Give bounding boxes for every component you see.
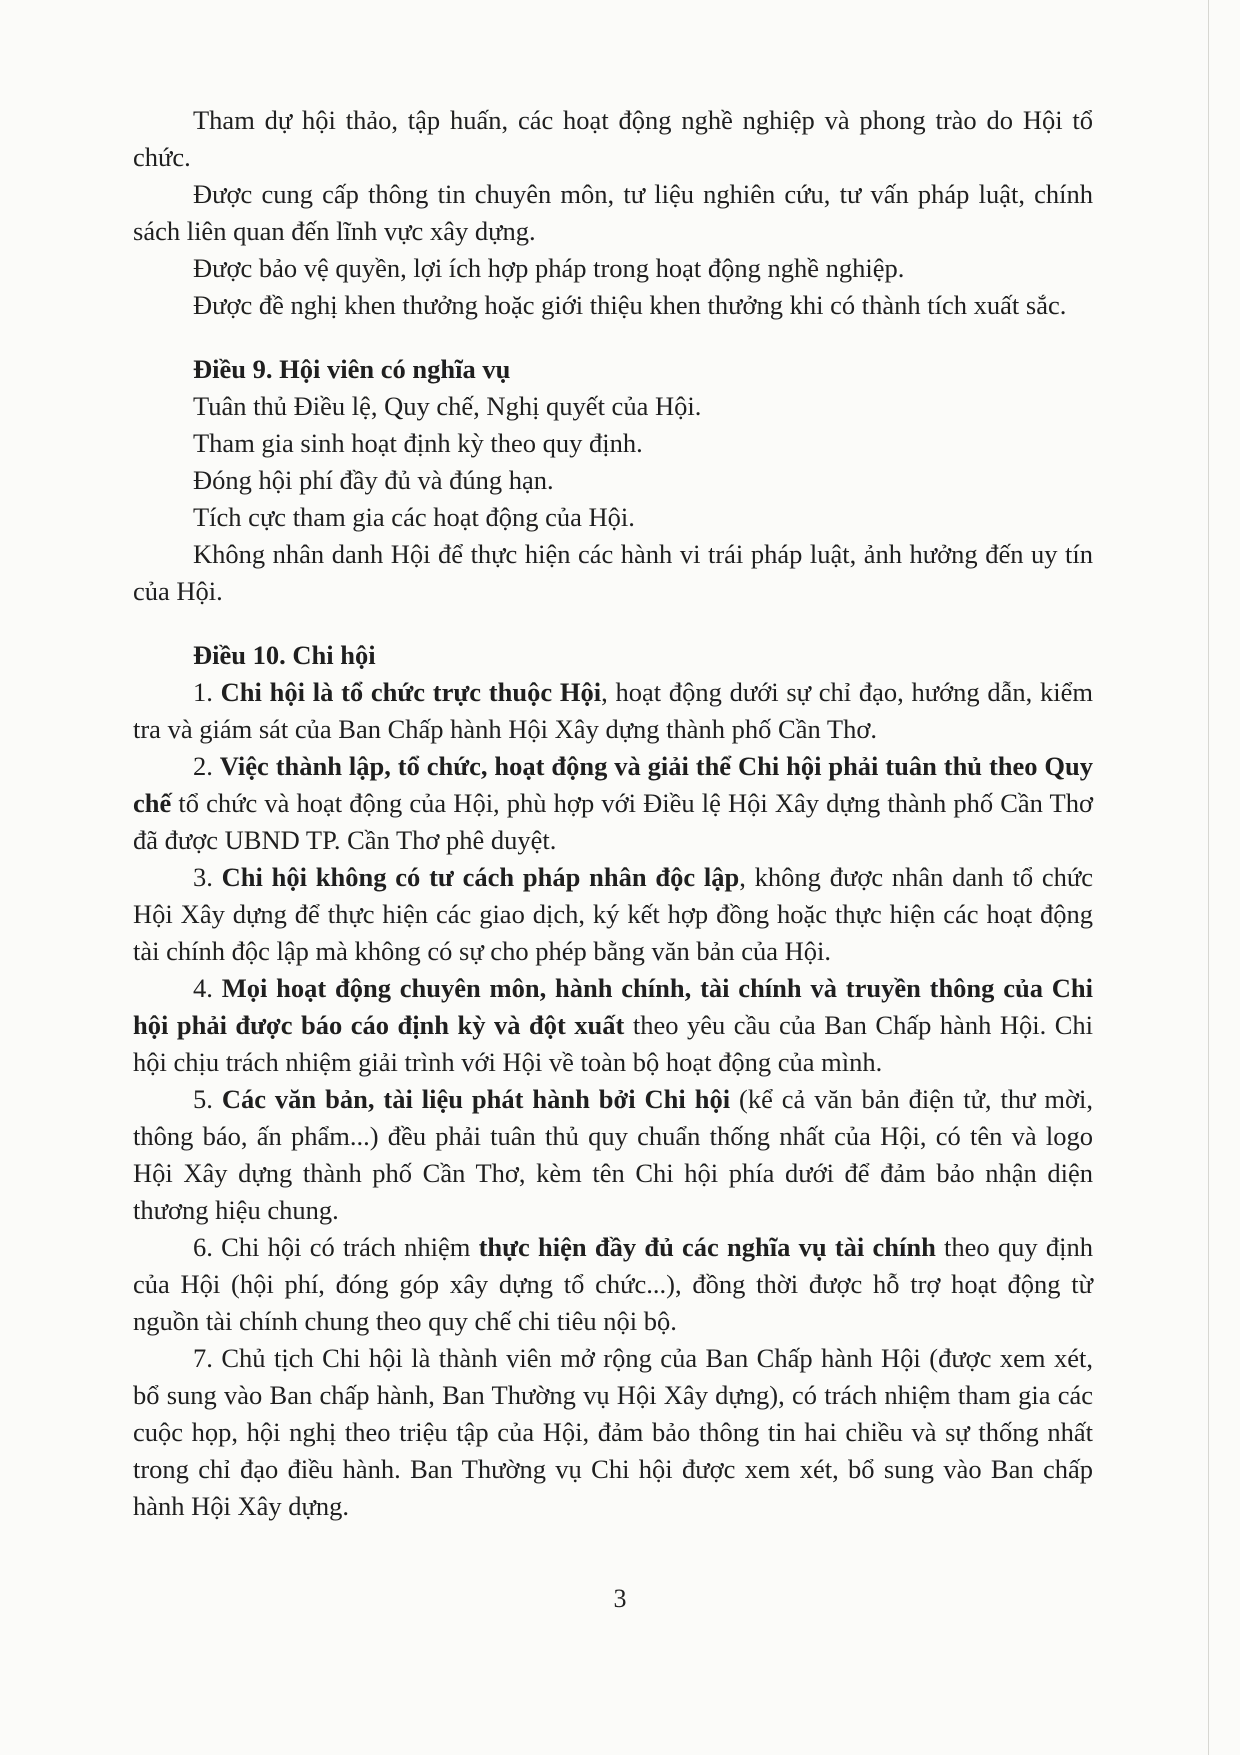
page-number: 3 <box>613 1584 627 1613</box>
intro-paragraph-1: Tham dự hội thảo, tập huấn, các hoạt động nghề nghiệp và phong trào do Hội tổ chức. <box>133 105 1093 172</box>
clause-bold-text: Chi hội không có tư cách pháp nhân độc lập <box>221 862 740 892</box>
clause-number: 5. <box>193 1084 222 1114</box>
clause-number: 1. <box>193 677 221 707</box>
article-10-clause-3 <box>133 859 1093 970</box>
article-9-item: Tham gia sinh hoạt định kỳ theo quy định. <box>193 428 643 458</box>
intro-paragraph-2: Được cung cấp thông tin chuyên môn, tư liệu nghiên cứu, tư vấn pháp luật, chính sách liên quan đến lĩnh vực xây dựng. <box>133 179 1093 246</box>
scan-edge-line <box>1208 0 1209 1755</box>
article-10-clause-5 <box>133 1081 1093 1229</box>
clause-text: (kể cả văn bản điện tử, thư mời, thông báo, ấn phẩm...) đều phải tuân thủ quy chuẩn thống nhất của Hội, có tên và logo Hội Xây dựng thành phố Cần Thơ, kèm tên Chi hội phía dưới để đảm bảo nhận diện thương hiệu chung. <box>133 1084 1094 1225</box>
clause-number: 4. <box>193 973 222 1003</box>
article-9-item: Tích cực tham gia các hoạt động của Hội. <box>193 502 635 532</box>
clause-text: theo quy định của Hội (hội phí, đóng góp xây dựng tổ chức...), đồng thời được hỗ trợ hoạt động từ nguồn tài chính chung theo quy chế chi tiêu nội bộ. <box>133 1232 1093 1336</box>
article-9-item: Không nhân danh Hội để thực hiện các hành vi trái pháp luật, ảnh hưởng đến uy tín của Hội. <box>133 539 1093 606</box>
clause-text: 6. Chi hội có trách nhiệm <box>193 1232 479 1262</box>
article-10-clause-6 <box>133 1229 1093 1340</box>
intro-paragraph-4: Được đề nghị khen thưởng hoặc giới thiệu khen thưởng khi có thành tích xuất sắc. <box>193 290 1067 320</box>
clause-number: 3. <box>193 862 222 892</box>
clause-bold-text: Mọi hoạt động chuyên môn, hành chính, tài chính và truyền thông của Chi hội phải được báo cáo định kỳ và đột xuất <box>133 973 1094 1040</box>
clause-text: , không được nhân danh tổ chức Hội Xây dựng để thực hiện các giao dịch, ký kết hợp đồng hoặc thực hiện các hoạt động tài chính độc lập mà không có sự cho phép bằng văn bản của Hội. <box>133 862 1093 966</box>
clause-number: 2. <box>193 751 220 781</box>
article-10-clause-1 <box>133 674 1093 748</box>
article-10-clause-7: 7. Chủ tịch Chi hội là thành viên mở rộng của Ban Chấp hành Hội (được xem xét, bổ sung vào Ban chấp hành, Ban Thường vụ Hội Xây dựng), có trách nhiệm tham gia các cuộc họp, hội nghị theo triệu tập của Hội, đảm bảo thông tin hai chiều và sự thống nhất trong chỉ đạo điều hành. Ban Thường vụ Chi hội được xem xét, bổ sung vào Ban chấp hành Hội Xây dựng. <box>133 1343 1093 1521</box>
article-9-item: Tuân thủ Điều lệ, Quy chế, Nghị quyết của Hội. <box>193 391 702 421</box>
clause-bold-text: Việc thành lập, tổ chức, hoạt động và giải thể Chi hội phải tuân thủ theo Quy chế <box>133 751 1094 818</box>
clause-bold-text: Chi hội là tổ chức trực thuộc Hội <box>220 677 602 707</box>
clause-text: theo yêu cầu của Ban Chấp hành Hội. Chi hội chịu trách nhiệm giải trình với Hội về toàn bộ hoạt động của mình. <box>133 1010 1093 1077</box>
clause-bold-text: thực hiện đầy đủ các nghĩa vụ tài chính <box>478 1232 936 1262</box>
article-10-clause-2 <box>133 748 1093 859</box>
intro-paragraph-3: Được bảo vệ quyền, lợi ích hợp pháp trong hoạt động nghề nghiệp. <box>193 253 905 283</box>
article-10-heading: Điều 10. Chi hội <box>193 640 376 670</box>
clause-text: tổ chức và hoạt động của Hội, phù hợp với Điều lệ Hội Xây dựng thành phố Cần Thơ đã được UBND TP. Cần Thơ phê duyệt. <box>133 788 1093 855</box>
clause-text: , hoạt động dưới sự chỉ đạo, hướng dẫn, kiểm tra và giám sát của Ban Chấp hành Hội Xây dựng thành phố Cần Thơ. <box>133 677 1093 744</box>
page-content <box>133 102 1093 1525</box>
article-9-item: Đóng hội phí đầy đủ và đúng hạn. <box>193 465 554 495</box>
clause-bold-text: Các văn bản, tài liệu phát hành bởi Chi hội <box>221 1084 731 1114</box>
article-9-heading: Điều 9. Hội viên có nghĩa vụ <box>193 354 511 384</box>
article-10-clause-4 <box>133 970 1093 1081</box>
